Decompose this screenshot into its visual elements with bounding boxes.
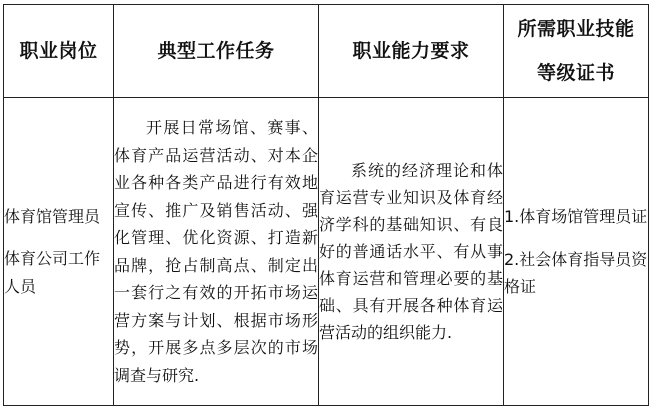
table-header-row bbox=[4, 5, 649, 98]
job-requirements-table bbox=[3, 4, 649, 406]
ability-text: 系统的经济理论和体育运营专业知识及体育经济学科的基础知识、有良好的普通话水平、有从事体育运营和管理必要的基础、具有开展各种体育运营活动的组织能力. bbox=[319, 161, 503, 342]
certificate-item: 1.体育场馆管理员证 bbox=[504, 207, 648, 226]
cell-typical-task bbox=[114, 98, 319, 406]
task-text: 开展日常场馆、赛事、体育产品运营活动、对本企业各种各类产品进行有效地宣传、推广及销售活动、强化管理、优化资源、打造新品牌，抢占制高点、制定出一套行之有效的开拓市场运营方案与计划、根据市场形势，开展多点多层次的市场调查与研究. bbox=[114, 118, 318, 385]
cell-ability-requirement bbox=[319, 98, 504, 406]
position-item: 体育馆管理员 bbox=[4, 206, 101, 226]
header-certificates: 所需职业技能等级证书 bbox=[504, 5, 649, 98]
cell-certificates bbox=[504, 98, 649, 406]
header-typical-tasks: 典型工作任务 bbox=[114, 5, 319, 98]
header-position: 职业岗位 bbox=[4, 5, 114, 98]
position-item: 体育公司工作人员 bbox=[4, 248, 101, 296]
cell-positions bbox=[4, 98, 114, 406]
certificate-item: 2.社会体育指导员资格证 bbox=[504, 250, 648, 296]
header-ability-requirements: 职业能力要求 bbox=[319, 5, 504, 98]
table-row bbox=[4, 98, 649, 406]
